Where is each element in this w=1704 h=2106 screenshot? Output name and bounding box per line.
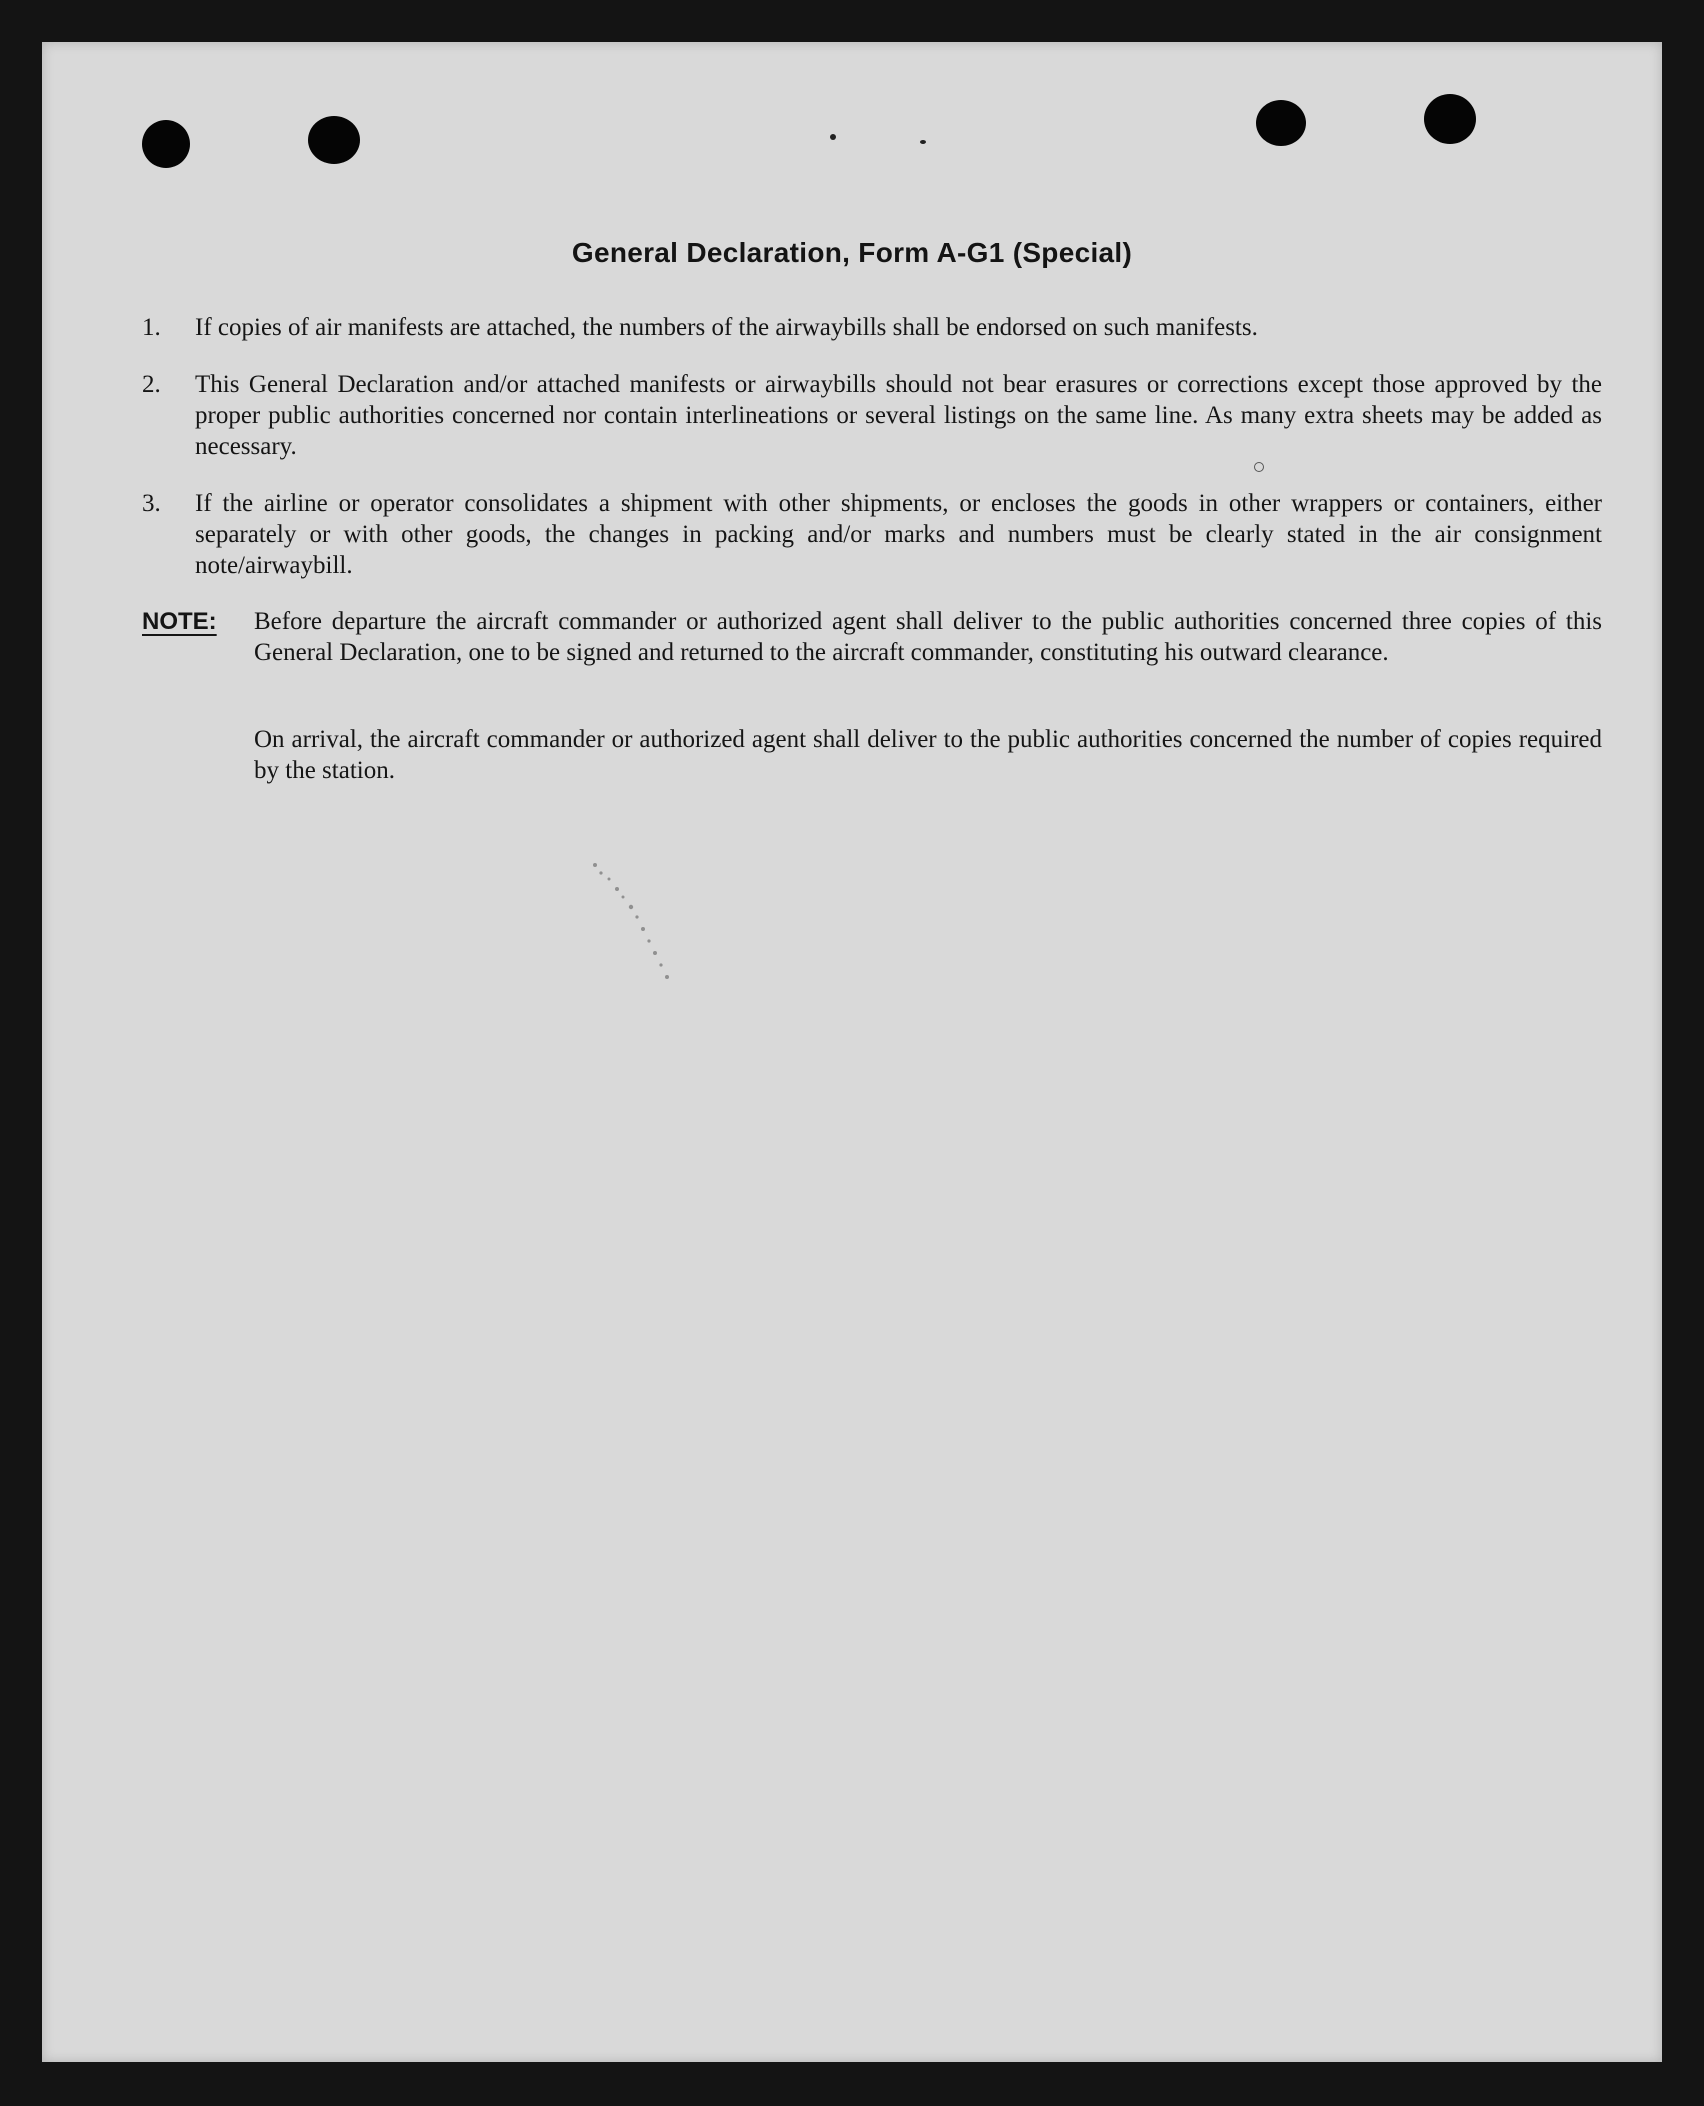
item-text: If copies of air manifests are attached, the numbers of the airwaybills shall be endorsed on such manifests. <box>195 314 1258 341</box>
faint-stamp-mark <box>587 857 707 997</box>
page-title: General Declaration, Form A-G1 (Special) <box>571 237 1133 268</box>
punch-hole-4 <box>1424 94 1476 144</box>
note-label: NOTE: <box>142 608 217 635</box>
list-item-2 <box>142 369 1602 462</box>
note-paragraph-1: Before departure the aircraft commander or authorized agent shall deliver to the public authorities concerned three copies of this General Declaration, one to be signed and returned to the aircraft commander, constituting his outward clearance. <box>254 608 1602 666</box>
item-text: If the airline or operator consolidates a shipment with other shipments, or encloses the goods in other wrappers or containers, either separately or with other goods, the changes in packing and/or marks and numbers must be clearly stated in the air consignment note/airwaybill. <box>195 490 1602 579</box>
note-block <box>142 606 1602 668</box>
list-item-3 <box>142 488 1602 581</box>
punch-hole-1 <box>142 120 190 168</box>
speck <box>920 140 926 144</box>
item-number: 3. <box>142 490 161 517</box>
note-block-2 <box>142 724 1602 786</box>
item-text: This General Declaration and/or attached manifests or airwaybills should not bear erasures or corrections except those approved by the proper public authorities concerned nor contain interlineations or several listings on the same line. As many extra sheets may be added as necessary. <box>195 371 1602 460</box>
document-page <box>42 42 1662 2062</box>
punch-hole-2 <box>308 116 360 164</box>
speck <box>1254 462 1264 472</box>
note-paragraph-2: On arrival, the aircraft commander or authorized agent shall deliver to the public authorities concerned the number of copies required by the station. <box>254 726 1602 784</box>
list-item-1 <box>142 312 1602 343</box>
item-number: 1. <box>142 314 161 341</box>
speck <box>830 134 836 140</box>
punch-hole-3 <box>1256 100 1306 146</box>
item-number: 2. <box>142 371 161 398</box>
